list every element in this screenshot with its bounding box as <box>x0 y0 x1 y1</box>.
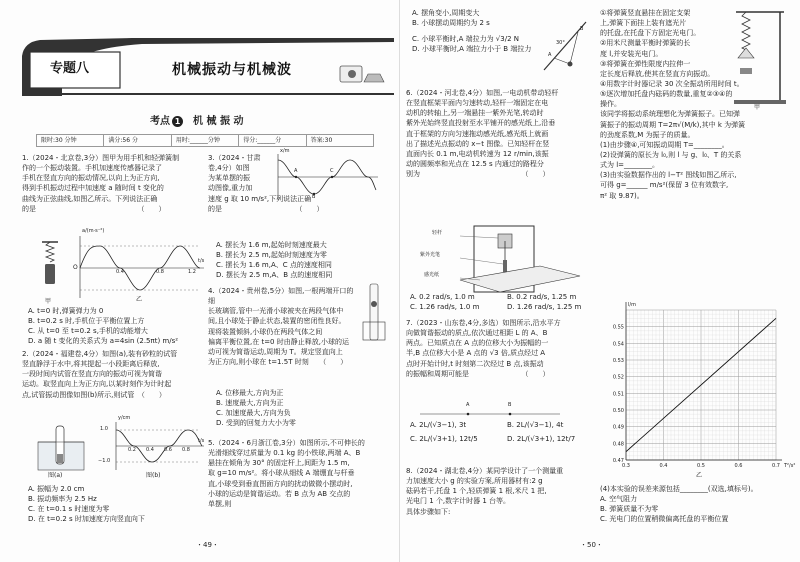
topic-label: 专题八 <box>50 61 90 76</box>
option-b[interactable]: B. 振动频率为 2.5 Hz <box>28 495 97 504</box>
q1-line: 手机在竖直方向的振动情况,以向上为正方向, <box>22 174 160 183</box>
q5-line: 光滑细线穿过质量为 0.1 kg 的小铁球,两端 A、B <box>208 449 361 458</box>
q1-options <box>28 306 218 347</box>
x-tick-label: 0.4 <box>659 463 668 469</box>
option-a[interactable]: A. 2L/(√3−1), 3t <box>410 421 467 429</box>
q8-step: ③将弹簧在弹性限度内拉伸一 <box>600 59 691 68</box>
page-number-right: ・50・ <box>580 541 603 549</box>
info-time: 限时:30 分钟 <box>37 135 104 146</box>
q8-part4-line: (4)本实验的误差来源包括________(双选,填标号)。 <box>600 485 758 493</box>
option-d[interactable]: D. 受到的回复力大小为零 <box>216 419 296 428</box>
q8-step: 的托盘,在托盘下方固定光电门。 <box>600 29 701 38</box>
q8-line: 砝码若干,托盘 1 个,轻质弹簧 1 根,米尺 1 把, <box>406 487 547 496</box>
option-a[interactable]: A. 0.2 rad/s, 1.0 m <box>410 293 475 301</box>
q5-line: 直,小球受到垂直图面方向的扰动做微小摆动时, <box>208 479 353 488</box>
q8-line: 光电门 1 个,数字计时器 1 台等。 <box>406 497 511 506</box>
q5-line: 悬挂在倾角为 30° 的固定杆上,间距为 1.5 m, <box>208 459 350 468</box>
option-d[interactable]: D. 2L/(√3+1), 12t/7 <box>507 435 576 444</box>
y-tick-label: 0.53 <box>612 358 624 364</box>
spring-stand-icon <box>730 8 790 108</box>
q3-point-c: C <box>330 168 334 174</box>
q5-figure <box>540 18 590 73</box>
option-c[interactable]: C. 1.26 rad/s, 1.0 m <box>410 303 480 312</box>
q6-figure <box>420 220 590 298</box>
q4-line: 4.（2024・贵州卷,5分）如图,一根两端开口的细 <box>208 287 354 306</box>
q1-graph <box>70 228 210 304</box>
q8-step: ④用数字计时器记录 30 次全振动所用时间 t。 <box>600 79 744 88</box>
q8-line: 8.（2024・湖北卷,4分）某同学设计了一个测量重 <box>406 467 564 475</box>
q3-line: 为某单摆的振 <box>208 174 250 183</box>
q6-line: 直面内长 0.1 m,电动机转速为 12 r/min,该振 <box>406 149 549 158</box>
question-8 <box>406 466 596 517</box>
y-tick-label: 0.54 <box>612 341 624 348</box>
q1-caption-jia: 甲 <box>45 298 52 305</box>
q1-tick: 0.4 <box>116 269 124 275</box>
option-d[interactable]: D. 小球平衡时,A 端拉力小于 B 端拉力 <box>412 45 532 54</box>
option-c[interactable]: C. 小球平衡时,A 端拉力为 √3/2 N <box>412 35 519 44</box>
q8-line: 力加速度大小 g 的实验方案,所用器材有:2 g <box>406 477 543 486</box>
spring-phone-icon <box>40 240 60 300</box>
option-b[interactable]: B. 摆长为 2.5 m,起始时刻速度为零 <box>216 251 327 260</box>
option-c[interactable]: C. 在 t=0.1 s 时速度为零 <box>28 505 110 514</box>
q2-line: 竖直静浮于水中,将其提起一小段距离后释放, <box>22 360 160 369</box>
option-d[interactable]: D. 1.26 rad/s, 1.25 m <box>507 303 582 312</box>
x-tick-label: 0.6 <box>734 463 743 469</box>
option-a[interactable]: A. 位移最大,方向为正 <box>216 389 284 397</box>
q7-line: 向做简谐振动的质点,依次通过相距 L 的 A、B <box>406 329 548 338</box>
q6-line: 紫外光始终竖直投射至水平铺开的感光纸上,沿垂 <box>406 119 556 128</box>
q8-step: 可得 g=______ m/s²(保留 3 位有效数字, <box>600 181 729 190</box>
q8-apparatus-figure <box>730 8 790 111</box>
info-score: 得分:______分 <box>239 135 306 146</box>
q1-tick: 1.2 <box>188 269 196 275</box>
q7-label-b: B <box>508 402 512 408</box>
q1-line: 得到手机振动过程中加速度 a 随时间 t 变化的 <box>22 184 164 193</box>
q1-line: 作的一个振动装置。手机加速度传感器记录了 <box>22 164 162 173</box>
x-axis-label: T²/s² <box>784 463 796 469</box>
q6-label-pen: 紫外光笔 <box>420 252 441 258</box>
section-title: 机 械 振 动 <box>193 116 244 127</box>
option-b[interactable]: B. 2L/(√3−1), 4t <box>507 421 564 429</box>
chart-caption: 乙 <box>696 472 703 479</box>
q2-xtick: 0.4 <box>146 447 154 453</box>
q2-options <box>28 484 218 525</box>
q3-line: 3.（2024・甘肃 <box>208 154 261 162</box>
q3-sine-graph <box>272 152 382 202</box>
q2-ytick: 1.0 <box>100 426 108 432</box>
q8-part4 <box>600 484 795 525</box>
q4-line: 现将装置倾斜,小球仍在两段气体之间 <box>208 327 323 336</box>
q7-line: 点时开始计时,t 时刻第二次经过 B 点,该振动 <box>406 359 544 368</box>
q2-caption-b: 图(b) <box>146 472 161 479</box>
q6-line: 直于框架的方向匀速拖动感光纸,感光纸上就画 <box>406 129 549 138</box>
q1-sine-graph <box>70 232 210 304</box>
question-6 <box>406 88 596 179</box>
q6-line: 动机的转轴上,另一端悬挂一紫外光笔,转动时 <box>406 109 544 118</box>
q7-figure <box>420 404 560 418</box>
option-c[interactable]: C. 2L/(√3+1), 12t/5 <box>410 435 478 444</box>
option-a[interactable]: A. t=0 时,弹簧弹力为 0 <box>28 307 104 315</box>
question-5 <box>208 438 398 509</box>
q8-step: π² 取 9.87)。 <box>600 191 644 200</box>
q1-tick: 0.8 <box>156 269 164 275</box>
y-tick-label: 0.51 <box>612 391 624 398</box>
option-b[interactable]: B. 小球摆动周期约为 2 s <box>412 19 490 28</box>
q1-line: 曲线为正弦曲线,如图乙所示。下列说法正确 <box>22 194 158 203</box>
q1-graph-origin: O <box>73 264 78 271</box>
q8-step: ①将弹簧竖直悬挂在固定支架 <box>600 9 691 17</box>
q6-line: 别为 （ ） <box>406 170 550 179</box>
q6-label-rod: 轻杆 <box>432 230 443 236</box>
option-b[interactable]: B. t=0.2 s 时,手机位于平衡位置上方 <box>28 317 145 326</box>
q8-step: 该同学将振动系统理想化为弹簧振子。已知弹 <box>600 110 740 119</box>
q2-xtick: 0.6 <box>164 447 172 453</box>
option-d[interactable]: D. 摆长为 2.5 m,A、B 点的速度相同 <box>216 271 333 280</box>
section-number: 1 <box>172 116 183 127</box>
q4-line: 偏离平衡位置,在 t=0 时由静止释放,小球的运 <box>208 337 349 346</box>
q7-line: 半,B 点位移大小是 A 点的 √3 倍,质点经过 A <box>406 349 546 358</box>
y-tick-label: 0.52 <box>612 374 624 381</box>
q3-line: 的是 （ ） <box>208 204 324 213</box>
q7-line: 的振幅和周期可能是 （ ） <box>406 369 550 378</box>
y-tick-label: 0.50 <box>612 408 624 414</box>
q2-line: 2.（2024・福建卷,4分）如图(a),装有砂粒的试管 <box>22 350 178 358</box>
chart-svg <box>604 296 794 481</box>
q4-options <box>216 388 396 429</box>
q3-line: 卷,4分）如图 <box>208 164 250 173</box>
q2-graph-ylabel: y/cm <box>118 415 131 421</box>
q5-line: 取 g=10 m/s²。将小球从细线 A 端绷直与杆垂 <box>208 469 355 478</box>
q4-line: 为正方向,则小球在 t=1.5T 时刻 （ ） <box>208 357 348 366</box>
q8-line: 具体步骤如下: <box>406 507 451 516</box>
q1-line: 的是 （ ） <box>22 204 166 213</box>
y-tick-label: 0.48 <box>612 441 624 448</box>
option-c[interactable]: C. 光电门的位置稍微偏离托盘的平衡位置 <box>600 515 729 524</box>
q3-point-a: A <box>294 168 298 174</box>
q1-caption-yi: 乙 <box>136 296 143 303</box>
q8-step: 操作。 <box>600 100 621 109</box>
x-tick-label: 0.5 <box>697 463 705 469</box>
option-b[interactable]: B. 弹簧质量不为零 <box>600 505 659 514</box>
q8-step: (1)由步骤④,可知振动周期 T=________。 <box>600 140 729 149</box>
q7-label-a: A <box>466 402 470 408</box>
q1-line: 1.（2024・北京卷,3分）图甲为用手机和轻弹簧制 <box>22 154 180 162</box>
option-c[interactable]: C. 摆长为 1.6 m,A、C 点的速度相同 <box>216 261 332 270</box>
q7-line: 两点。已知质点在 A 点的位移大小为振幅的一 <box>406 339 549 348</box>
option-d[interactable]: D. 在 t=0.2 s 时加速度方向竖直向下 <box>28 515 145 524</box>
q1-graph-ylabel: a/(m·s⁻²) <box>82 228 105 234</box>
q4-line: 长玻璃管,管中一光滑小球被夹在两段气体中 <box>208 307 344 316</box>
option-c[interactable]: C. 加速度最大,方向为负 <box>216 409 291 418</box>
q3-line: 动图像,重力加 <box>208 184 253 193</box>
q3-point-b: B <box>312 194 316 200</box>
q5-line: 小球的运动是简谐运动。若 B 点为 AB 交点的 <box>208 489 351 498</box>
l-t2-chart <box>604 296 794 481</box>
q8-step: (2)设弹簧的原长为 l₀,则 l 与 g、l₀、T 的关系 <box>600 150 742 159</box>
q2-xtick: 0.8 <box>182 447 190 453</box>
y-tick-label: 0.47 <box>612 458 624 464</box>
info-bar <box>36 134 374 147</box>
section-prefix: 考点 <box>150 116 170 127</box>
test-tube-icon <box>36 422 86 472</box>
q8-step: 度 l,并安装光电门。 <box>600 49 663 58</box>
q5-label-b: B <box>580 26 584 32</box>
option-a[interactable]: A. 振幅为 2.0 cm <box>28 485 85 493</box>
q4-line: 间,且小球处于静止状态,装置的密闭性良好。 <box>208 317 346 326</box>
q6-line: 出了描述光点振动的 x−t 图像。已知轻杆在竖 <box>406 139 550 148</box>
q2-line: 一段时间内试管在竖直方向的振动可视为简谐 <box>22 370 162 379</box>
option-b[interactable]: B. 速度最大,方向为正 <box>216 399 284 408</box>
q6-line: 动的圆频率和光点在 12.5 s 内通过的路程分 <box>406 159 544 168</box>
q5-label-a: A <box>548 52 552 58</box>
q3-options <box>216 240 396 281</box>
q8-caption-jia: 甲 <box>754 104 761 111</box>
y-tick-label: 0.49 <box>612 424 624 431</box>
question-2 <box>22 349 212 400</box>
q2-caption-a: 图(a) <box>48 472 63 479</box>
q8-step: ⑤逐次增加托盘内砝码的数量,重复②③④的 <box>600 90 733 99</box>
q8-step: 上,弹簧下面挂上装有遮光片 <box>600 19 687 28</box>
option-a[interactable]: A. 空气阻力 <box>600 495 638 504</box>
glass-tube-figure <box>360 282 390 342</box>
q7-line: 7.（2023・山东卷,4分,多选）如图所示,沿水平方 <box>406 319 561 327</box>
question-7 <box>406 318 596 379</box>
section-heading <box>150 115 243 130</box>
q3-graph <box>272 148 382 202</box>
q6-options <box>410 292 600 312</box>
test-tube-figure <box>36 422 86 482</box>
q5-label-angle: 30° <box>556 40 565 46</box>
q5-line: 5.（2024・6月浙江卷,3分）如图所示,不可伸长的 <box>208 439 365 447</box>
info-answer: 答案:30 <box>310 137 333 144</box>
y-tick-label: 0.55 <box>612 324 624 331</box>
right-page <box>400 0 800 562</box>
phone-spring-figure <box>40 240 60 305</box>
q2-line: 点,试管振动图像如图(b)所示,则试管 （ ） <box>22 390 166 399</box>
y-axis-label: l/m <box>628 302 636 308</box>
option-d[interactable]: D. a 随 t 变化的关系式为 a=4sin (2.5πt) m/s² <box>28 337 179 346</box>
option-a[interactable]: A. 摆长为 1.6 m,起始时刻速度最大 <box>216 241 327 249</box>
q3-line: 速度 g 取 10 m/s²,下列说法正确 <box>208 194 312 203</box>
q6-line: 6.（2024・河北卷,4分）如图,一电动机带动轻杆 <box>406 89 559 97</box>
q7-options <box>410 420 600 444</box>
q6-line: 在竖直框架平面内匀速转动,轻杆一端固定在电 <box>406 99 549 108</box>
option-a[interactable]: A. 摆角变小,周期变大 <box>412 9 480 17</box>
q4-line: 动可视为简谐运动,周期为 T。规定竖直向上 <box>208 347 343 356</box>
q2-graph <box>98 415 208 482</box>
x-tick-label: 0.3 <box>622 463 630 469</box>
question-4 <box>208 286 356 367</box>
q5-line: 单摆,则 <box>208 499 232 508</box>
chapter-title: 机械振动与机械波 <box>172 62 292 78</box>
page-number-left: ・49・ <box>196 541 219 549</box>
q2-xtick: 0.2 <box>128 447 136 453</box>
glass-tube-icon <box>360 282 390 342</box>
q8-step: 簧振子的振动周期 T=2π√(M/k),其中 k 为弹簧 <box>600 120 746 129</box>
option-b[interactable]: B. 0.2 rad/s, 1.25 m <box>507 293 577 301</box>
q8-step: 的劲度系数,M 为振子的质量。 <box>600 130 695 139</box>
q8-step: 式为 l=________。 <box>600 161 660 170</box>
q8-step: (3)由实验数据作出的 l−T² 图线如图乙所示, <box>600 171 737 180</box>
q2-sine-graph <box>98 420 208 472</box>
q2-ytick: −1.0 <box>98 458 111 464</box>
chapter-banner <box>22 38 397 96</box>
x-tick-label: 0.7 <box>772 463 780 469</box>
q7-ab-line-icon <box>420 404 560 418</box>
q8-step: 定长度后释放,使其在竖直方向振动。 <box>600 69 715 78</box>
info-full: 满分:56 分 <box>104 135 171 146</box>
question-1 <box>22 153 212 214</box>
motor-frame-icon <box>420 220 590 298</box>
q2-graph-xlabel: t/s <box>198 438 205 444</box>
q3-graph-ylabel: x/m <box>280 148 290 154</box>
q1-graph-xlabel: t/s <box>198 258 205 264</box>
option-c[interactable]: C. 从 t=0 至 t=0.2 s,手机的动能增大 <box>28 327 148 336</box>
q8-step: ②用米尺测量平衡时弹簧的长 <box>600 39 691 48</box>
q6-label-paper: 感光纸 <box>424 272 440 278</box>
info-elapsed: 用时:______分钟 <box>172 135 239 146</box>
q2-line: 运动。取竖直向上为正方向,以某时刻作为计时起 <box>22 380 172 389</box>
